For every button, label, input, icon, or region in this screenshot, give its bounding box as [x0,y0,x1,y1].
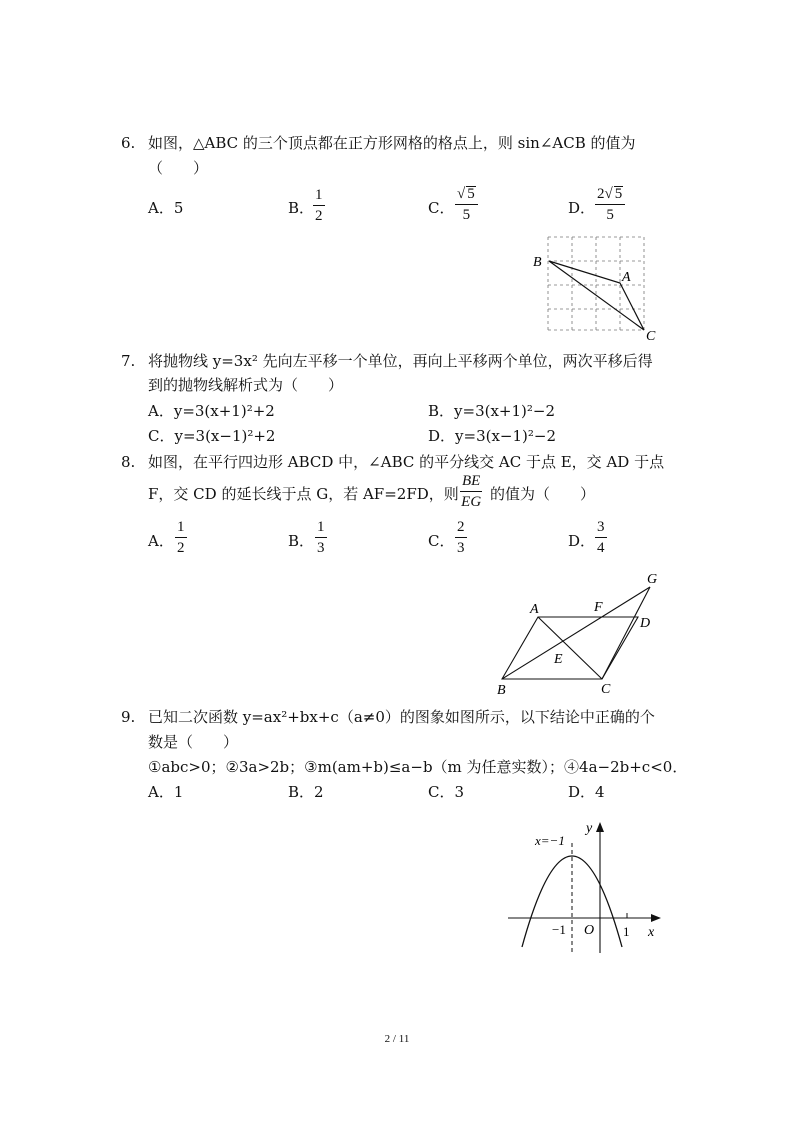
q9-option-c [428,785,464,800]
q8-label-f: F [594,600,603,615]
q7-option-d-value: y=3(x−1)²−2 [455,427,557,445]
q8-extension-cg [602,587,650,679]
q8-option-a-label: A． [148,532,174,550]
q7-option-b [428,404,555,419]
q9-conclusions: ①abc>0；②3a>2b；③m(am+b)≤a−b（m 为任意实数）；④4a−2b+c<0． [148,758,688,776]
q9-option-a-value: 1 [173,783,184,801]
q8-label-d: D [640,616,651,631]
q9-stem-line1: 已知二次函数 y=ax²+bx+c（a≠0）的图象如图所示，以下结论中正确的个 [148,708,655,726]
q8-a-numerator: 1 [177,519,185,535]
q6-label-b: B [533,255,542,270]
q6-c-radicand: 5 [467,186,475,202]
q6-label-a: A [622,270,631,285]
q9-option-b-label: B． [288,783,315,801]
q8-option-c-label: C． [428,532,455,550]
q6-c-denominator: 5 [462,207,471,223]
q6-b-numerator: 1 [315,187,323,203]
q8-number: 8. [121,453,136,471]
q8-option-b-fraction [315,520,327,556]
q6-grid-figure [528,230,664,342]
q7-stem-line2: 到的抛物线解析式为（ ） [148,376,344,394]
q9-option-d [568,785,605,800]
q7-option-a [148,404,275,419]
q6-option-d-fraction: 2√ 5 5 [595,186,625,223]
q9-option-a [148,785,183,800]
q7-option-c-label: C． [148,427,175,445]
q6-option-c-fraction: √ 5 5 [455,186,478,223]
q7-number: 7. [121,352,136,370]
q8-label-c: C [601,682,611,697]
q9-option-c-label: C． [428,783,455,801]
q8-option-c-fraction [455,520,467,556]
q6-option-b-fraction [313,188,325,224]
q6-option-b-label: B． [288,199,315,217]
q9-parabola-figure [500,815,670,955]
q9-x-axis-arrow [651,914,661,922]
q8-diagonal-ac [538,617,602,679]
q8-b-denominator: 3 [317,540,325,556]
q8-option-b-label: B． [288,532,315,550]
q6-d-coefficient: 2 [597,186,605,202]
q9-symmetry-label: x=−1 [535,833,565,848]
q6-option-d-label: D． [568,199,596,217]
q8-option-a-fraction [175,520,187,556]
page-number: 2 / 11 [384,1033,410,1045]
q9-y-axis-arrow [596,822,604,832]
q8-label-a: A [530,602,539,617]
q6-d-denominator: 5 [606,207,614,223]
q8-stem-line2-pre: F，交 CD 的延长线于点 G，若 AF=2FD，则 [148,485,459,503]
q9-y-label: y [586,821,593,836]
q8-bisector-bg [502,587,650,679]
q7-option-a-value: y=3(x+1)²+2 [173,402,275,420]
q9-number: 9. [121,708,136,726]
q9-stem-line2: 数是（ ） [148,733,239,751]
q9-neg-one-label: −1 [552,922,566,937]
q8-stem-line1: 如图，在平行四边形 ABCD 中，∠ABC 的平分线交 AC 于点 E，交 AD 于点 [148,453,665,471]
q9-option-b [288,785,324,800]
q8-frac-denominator: EG [461,494,482,510]
q8-parallelogram-figure [490,568,670,700]
q9-option-a-label: A． [148,783,174,801]
q8-stem-fraction [460,474,482,510]
q7-option-a-label: A． [148,402,174,420]
q7-option-b-value: y=3(x+1)²−2 [454,402,556,420]
q7-option-b-label: B． [428,402,455,420]
q6-option-a-label: A． [148,199,174,217]
q9-option-d-value: 4 [595,783,605,801]
q8-label-b: B [497,683,506,698]
q6-option-a-value: 5 [173,199,184,217]
q9-origin-label: O [584,923,595,938]
q6-number: 6. [121,134,136,152]
q9-option-d-label: D． [568,783,596,801]
q6-option-a [148,201,183,216]
q7-stem-line1: 将抛物线 y=3x² 先向左平移一个单位，再向上平移两个单位，两次平移后得 [148,352,653,370]
q6-b-denominator: 2 [315,208,323,224]
q8-b-numerator: 1 [317,519,325,535]
q8-a-denominator: 2 [177,540,185,556]
q9-option-b-value: 2 [314,783,324,801]
q8-d-denominator: 4 [597,540,605,556]
q8-c-numerator: 2 [457,519,465,535]
q8-c-denominator: 3 [457,540,465,556]
q8-option-d-label: D． [568,532,596,550]
q8-label-g: G [647,572,658,587]
q9-one-label: 1 [623,924,630,939]
q7-option-c-value: y=3(x−1)²+2 [174,427,276,445]
q6-option-c-label: C． [428,199,455,217]
q6-stem-line2: （ ） [148,159,209,177]
q6-label-c: C [646,329,656,342]
q6-stem-line1: 如图，△ABC 的三个顶点都在正方形网格的格点上，则 sin∠ACB 的值为 [148,134,636,152]
q7-option-d-label: D． [428,427,456,445]
q6-d-radicand: 5 [614,186,623,202]
q8-label-e: E [554,652,563,667]
q8-option-d-fraction [595,520,607,556]
q7-option-c [148,429,275,444]
q8-stem-line2-post: 的值为（ ） [490,485,596,503]
q9-option-c-value: 3 [454,783,465,801]
q7-option-d [428,429,556,444]
q8-frac-numerator: BE [462,473,481,489]
q9-x-label: x [648,925,655,940]
q8-d-numerator: 3 [597,519,605,535]
